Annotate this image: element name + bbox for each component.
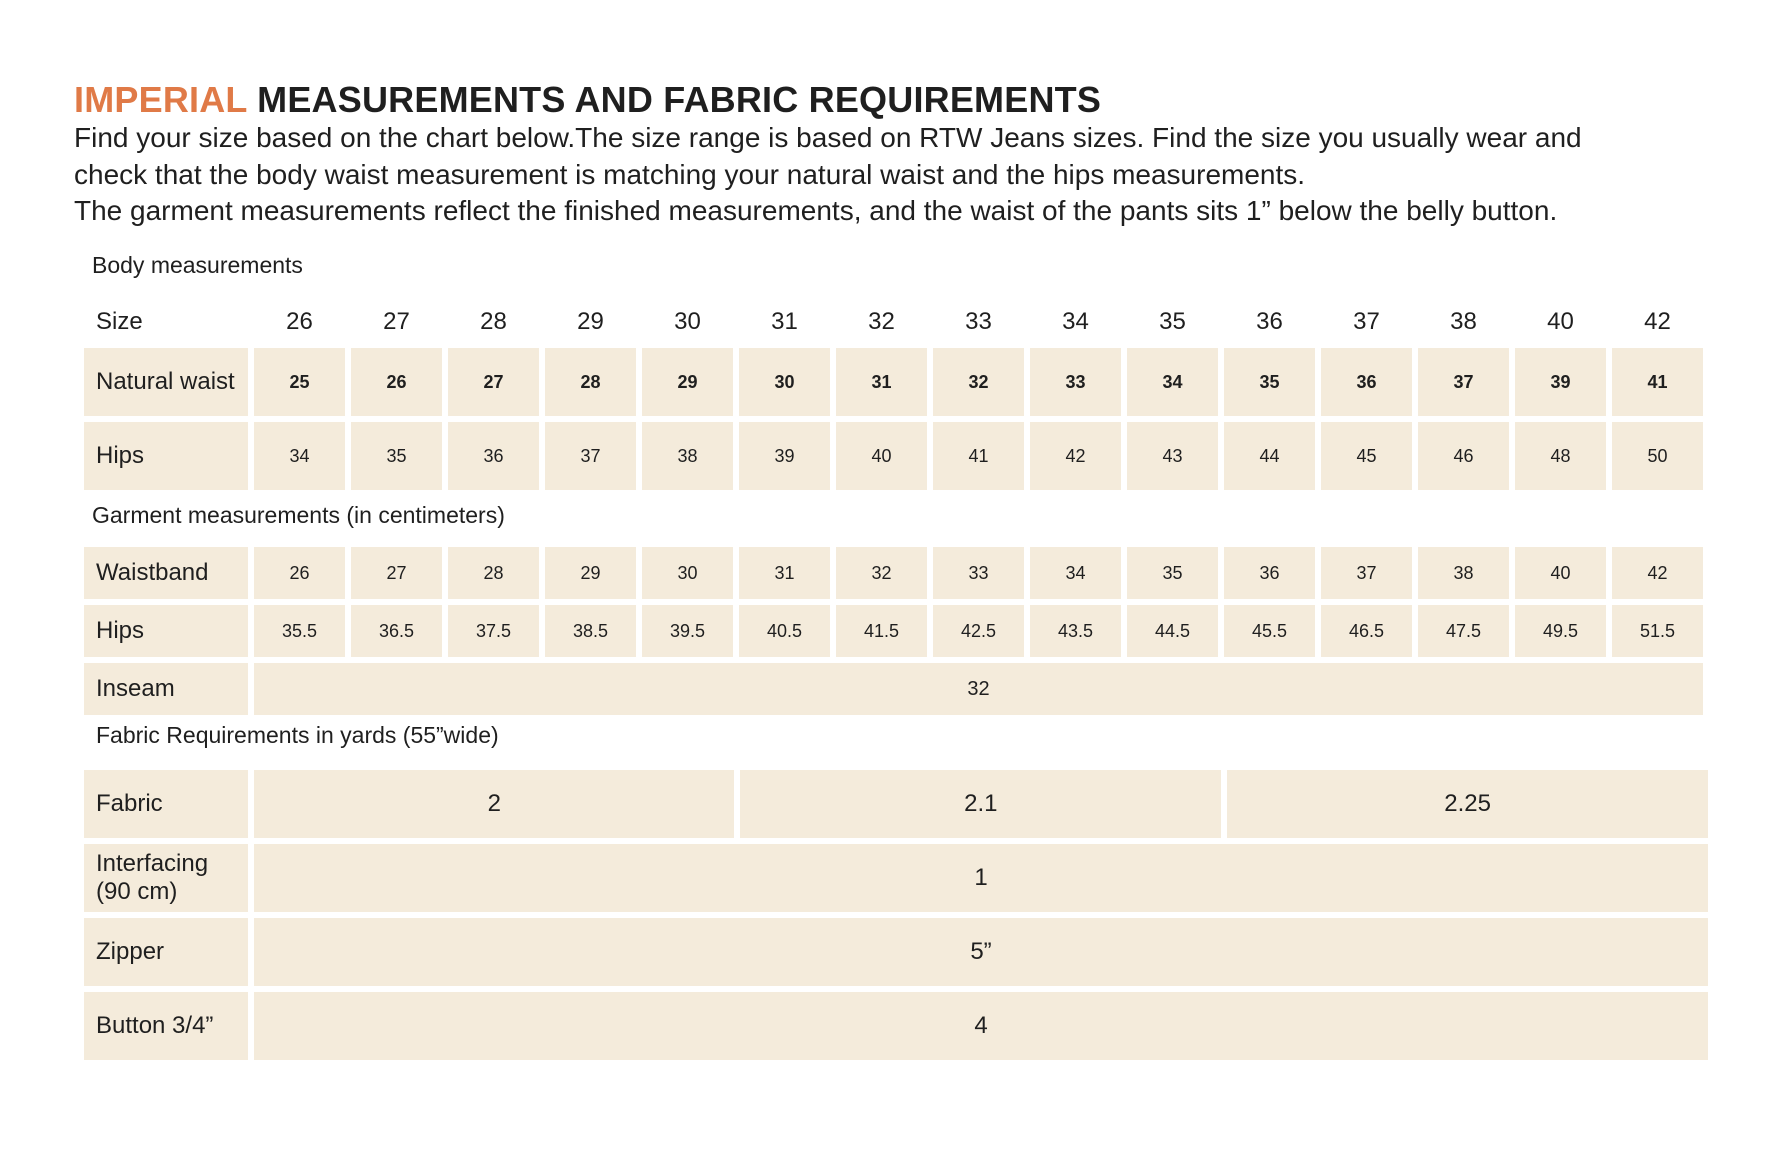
size-cell: 29 bbox=[577, 308, 604, 335]
interfacing-value: 1 bbox=[254, 844, 1708, 912]
table-cell: 37 bbox=[545, 422, 636, 490]
garment-measurements-label: Garment measurements (in centimeters) bbox=[92, 502, 505, 528]
row-label: Hips bbox=[84, 422, 248, 490]
table-cell: 35 bbox=[351, 422, 442, 490]
table-row-button bbox=[84, 992, 1708, 1060]
table-cell: 28 bbox=[448, 547, 539, 599]
table-cell: 45.5 bbox=[1224, 605, 1315, 657]
table-cell: 39 bbox=[739, 422, 830, 490]
table-cell: 38.5 bbox=[545, 605, 636, 657]
table-cell: 44 bbox=[1224, 422, 1315, 490]
table-cell: 41 bbox=[1612, 348, 1703, 416]
table-cell: 40 bbox=[836, 422, 927, 490]
table-cell: 33 bbox=[1030, 348, 1121, 416]
table-cell: 46.5 bbox=[1321, 605, 1412, 657]
body-measurements-label: Body measurements bbox=[92, 252, 303, 278]
table-cell: 29 bbox=[545, 547, 636, 599]
intro-line-3: The garment measurements reflect the finished measurements, and the waist of the pants sits 1” below the belly button. bbox=[74, 195, 1558, 226]
table-cell: 35 bbox=[1127, 547, 1218, 599]
fabric-value-sizes-31-35: 2.1 bbox=[740, 770, 1221, 838]
table-cell: 30 bbox=[739, 348, 830, 416]
table-cell: 34 bbox=[254, 422, 345, 490]
table-cell: 29 bbox=[642, 348, 733, 416]
size-cell: 28 bbox=[480, 308, 507, 335]
row-label: Fabric bbox=[84, 770, 248, 838]
table-cell: 32 bbox=[933, 348, 1024, 416]
zipper-value: 5” bbox=[254, 918, 1708, 986]
table-cell: 33 bbox=[933, 547, 1024, 599]
table-row-natural-waist bbox=[84, 348, 1703, 416]
interfacing-label-line-2: (90 cm) bbox=[96, 878, 178, 905]
title-rest: MEASUREMENTS AND FABRIC REQUIREMENTS bbox=[257, 79, 1102, 120]
table-cell: 31 bbox=[739, 547, 830, 599]
table-cell: 38 bbox=[1418, 547, 1509, 599]
size-cell: 33 bbox=[965, 308, 992, 335]
button-value: 4 bbox=[254, 992, 1708, 1060]
table-cell: 35 bbox=[1224, 348, 1315, 416]
row-label: Zipper bbox=[84, 918, 248, 986]
table-cell: 37 bbox=[1321, 547, 1412, 599]
size-cell: 27 bbox=[383, 308, 410, 335]
table-cell: 25 bbox=[254, 348, 345, 416]
intro-line-1: Find your size based on the chart below.The size range is based on RTW Jeans sizes. Find the size you usually wear and bbox=[74, 122, 1582, 153]
table-row-fabric bbox=[84, 770, 1708, 838]
size-cell: 42 bbox=[1644, 308, 1671, 335]
size-cell: 32 bbox=[868, 308, 895, 335]
table-cell: 26 bbox=[254, 547, 345, 599]
row-label: Natural waist bbox=[84, 348, 248, 416]
table-cell: 28 bbox=[545, 348, 636, 416]
table-cell: 42.5 bbox=[933, 605, 1024, 657]
fabric-value-sizes-26-30: 2 bbox=[254, 770, 734, 838]
size-chart-page bbox=[74, 79, 1714, 1039]
table-row-inseam bbox=[84, 663, 1703, 715]
table-cell: 40.5 bbox=[739, 605, 830, 657]
table-cell: 27 bbox=[448, 348, 539, 416]
table-row-garment-hips bbox=[84, 605, 1703, 657]
table-row-zipper bbox=[84, 918, 1708, 986]
size-cell: 38 bbox=[1450, 308, 1477, 335]
title-accent: IMPERIAL bbox=[74, 79, 247, 120]
table-cell: 42 bbox=[1612, 547, 1703, 599]
fabric-value-sizes-36-42: 2.25 bbox=[1227, 770, 1708, 838]
table-cell: 34 bbox=[1030, 547, 1121, 599]
table-cell: 36.5 bbox=[351, 605, 442, 657]
table-cell: 35.5 bbox=[254, 605, 345, 657]
size-label: Size bbox=[96, 308, 143, 335]
table-cell: 41 bbox=[933, 422, 1024, 490]
table-cell: 47.5 bbox=[1418, 605, 1509, 657]
table-cell: 43 bbox=[1127, 422, 1218, 490]
size-cell: 34 bbox=[1062, 308, 1089, 335]
size-cell: 36 bbox=[1256, 308, 1283, 335]
size-cell: 37 bbox=[1353, 308, 1380, 335]
table-cell: 27 bbox=[351, 547, 442, 599]
table-cell: 48 bbox=[1515, 422, 1606, 490]
row-label: Inseam bbox=[84, 663, 248, 715]
body-measurements-table bbox=[78, 342, 1709, 496]
table-cell: 36 bbox=[448, 422, 539, 490]
table-cell: 39.5 bbox=[642, 605, 733, 657]
size-cell: 31 bbox=[771, 308, 798, 335]
table-row-waistband bbox=[84, 547, 1703, 599]
row-label-interfacing bbox=[84, 844, 248, 912]
row-label: Button 3/4” bbox=[84, 992, 248, 1060]
inseam-value: 32 bbox=[254, 663, 1703, 715]
table-cell: 50 bbox=[1612, 422, 1703, 490]
size-cell: 40 bbox=[1547, 308, 1574, 335]
table-cell: 41.5 bbox=[836, 605, 927, 657]
table-cell: 51.5 bbox=[1612, 605, 1703, 657]
size-row bbox=[84, 298, 1703, 346]
table-cell: 36 bbox=[1321, 348, 1412, 416]
fabric-requirements-table bbox=[78, 764, 1714, 1066]
table-cell: 38 bbox=[642, 422, 733, 490]
table-cell: 43.5 bbox=[1030, 605, 1121, 657]
table-cell: 30 bbox=[642, 547, 733, 599]
table-cell: 32 bbox=[836, 547, 927, 599]
size-cell: 30 bbox=[674, 308, 701, 335]
table-cell: 39 bbox=[1515, 348, 1606, 416]
table-cell: 34 bbox=[1127, 348, 1218, 416]
table-cell: 40 bbox=[1515, 547, 1606, 599]
table-cell: 26 bbox=[351, 348, 442, 416]
page-title bbox=[74, 80, 1714, 120]
table-cell: 42 bbox=[1030, 422, 1121, 490]
row-label: Waistband bbox=[84, 547, 248, 599]
garment-measurements-table bbox=[78, 541, 1709, 721]
row-label: Hips bbox=[84, 605, 248, 657]
table-cell: 46 bbox=[1418, 422, 1509, 490]
table-cell: 44.5 bbox=[1127, 605, 1218, 657]
table-cell: 31 bbox=[836, 348, 927, 416]
intro-line-2: check that the body waist measurement is matching your natural waist and the hips measurements. bbox=[74, 158, 1306, 190]
size-cell: 35 bbox=[1159, 308, 1186, 335]
table-row-hips bbox=[84, 422, 1703, 490]
interfacing-label-line-1: Interfacing bbox=[96, 850, 209, 877]
table-cell: 37 bbox=[1418, 348, 1509, 416]
fabric-requirements-label: Fabric Requirements in yards (55”wide) bbox=[96, 722, 499, 748]
table-cell: 49.5 bbox=[1515, 605, 1606, 657]
table-cell: 37.5 bbox=[448, 605, 539, 657]
table-cell: 45 bbox=[1321, 422, 1412, 490]
size-cell: 26 bbox=[286, 308, 313, 335]
table-cell: 36 bbox=[1224, 547, 1315, 599]
table-row-interfacing bbox=[84, 844, 1708, 912]
